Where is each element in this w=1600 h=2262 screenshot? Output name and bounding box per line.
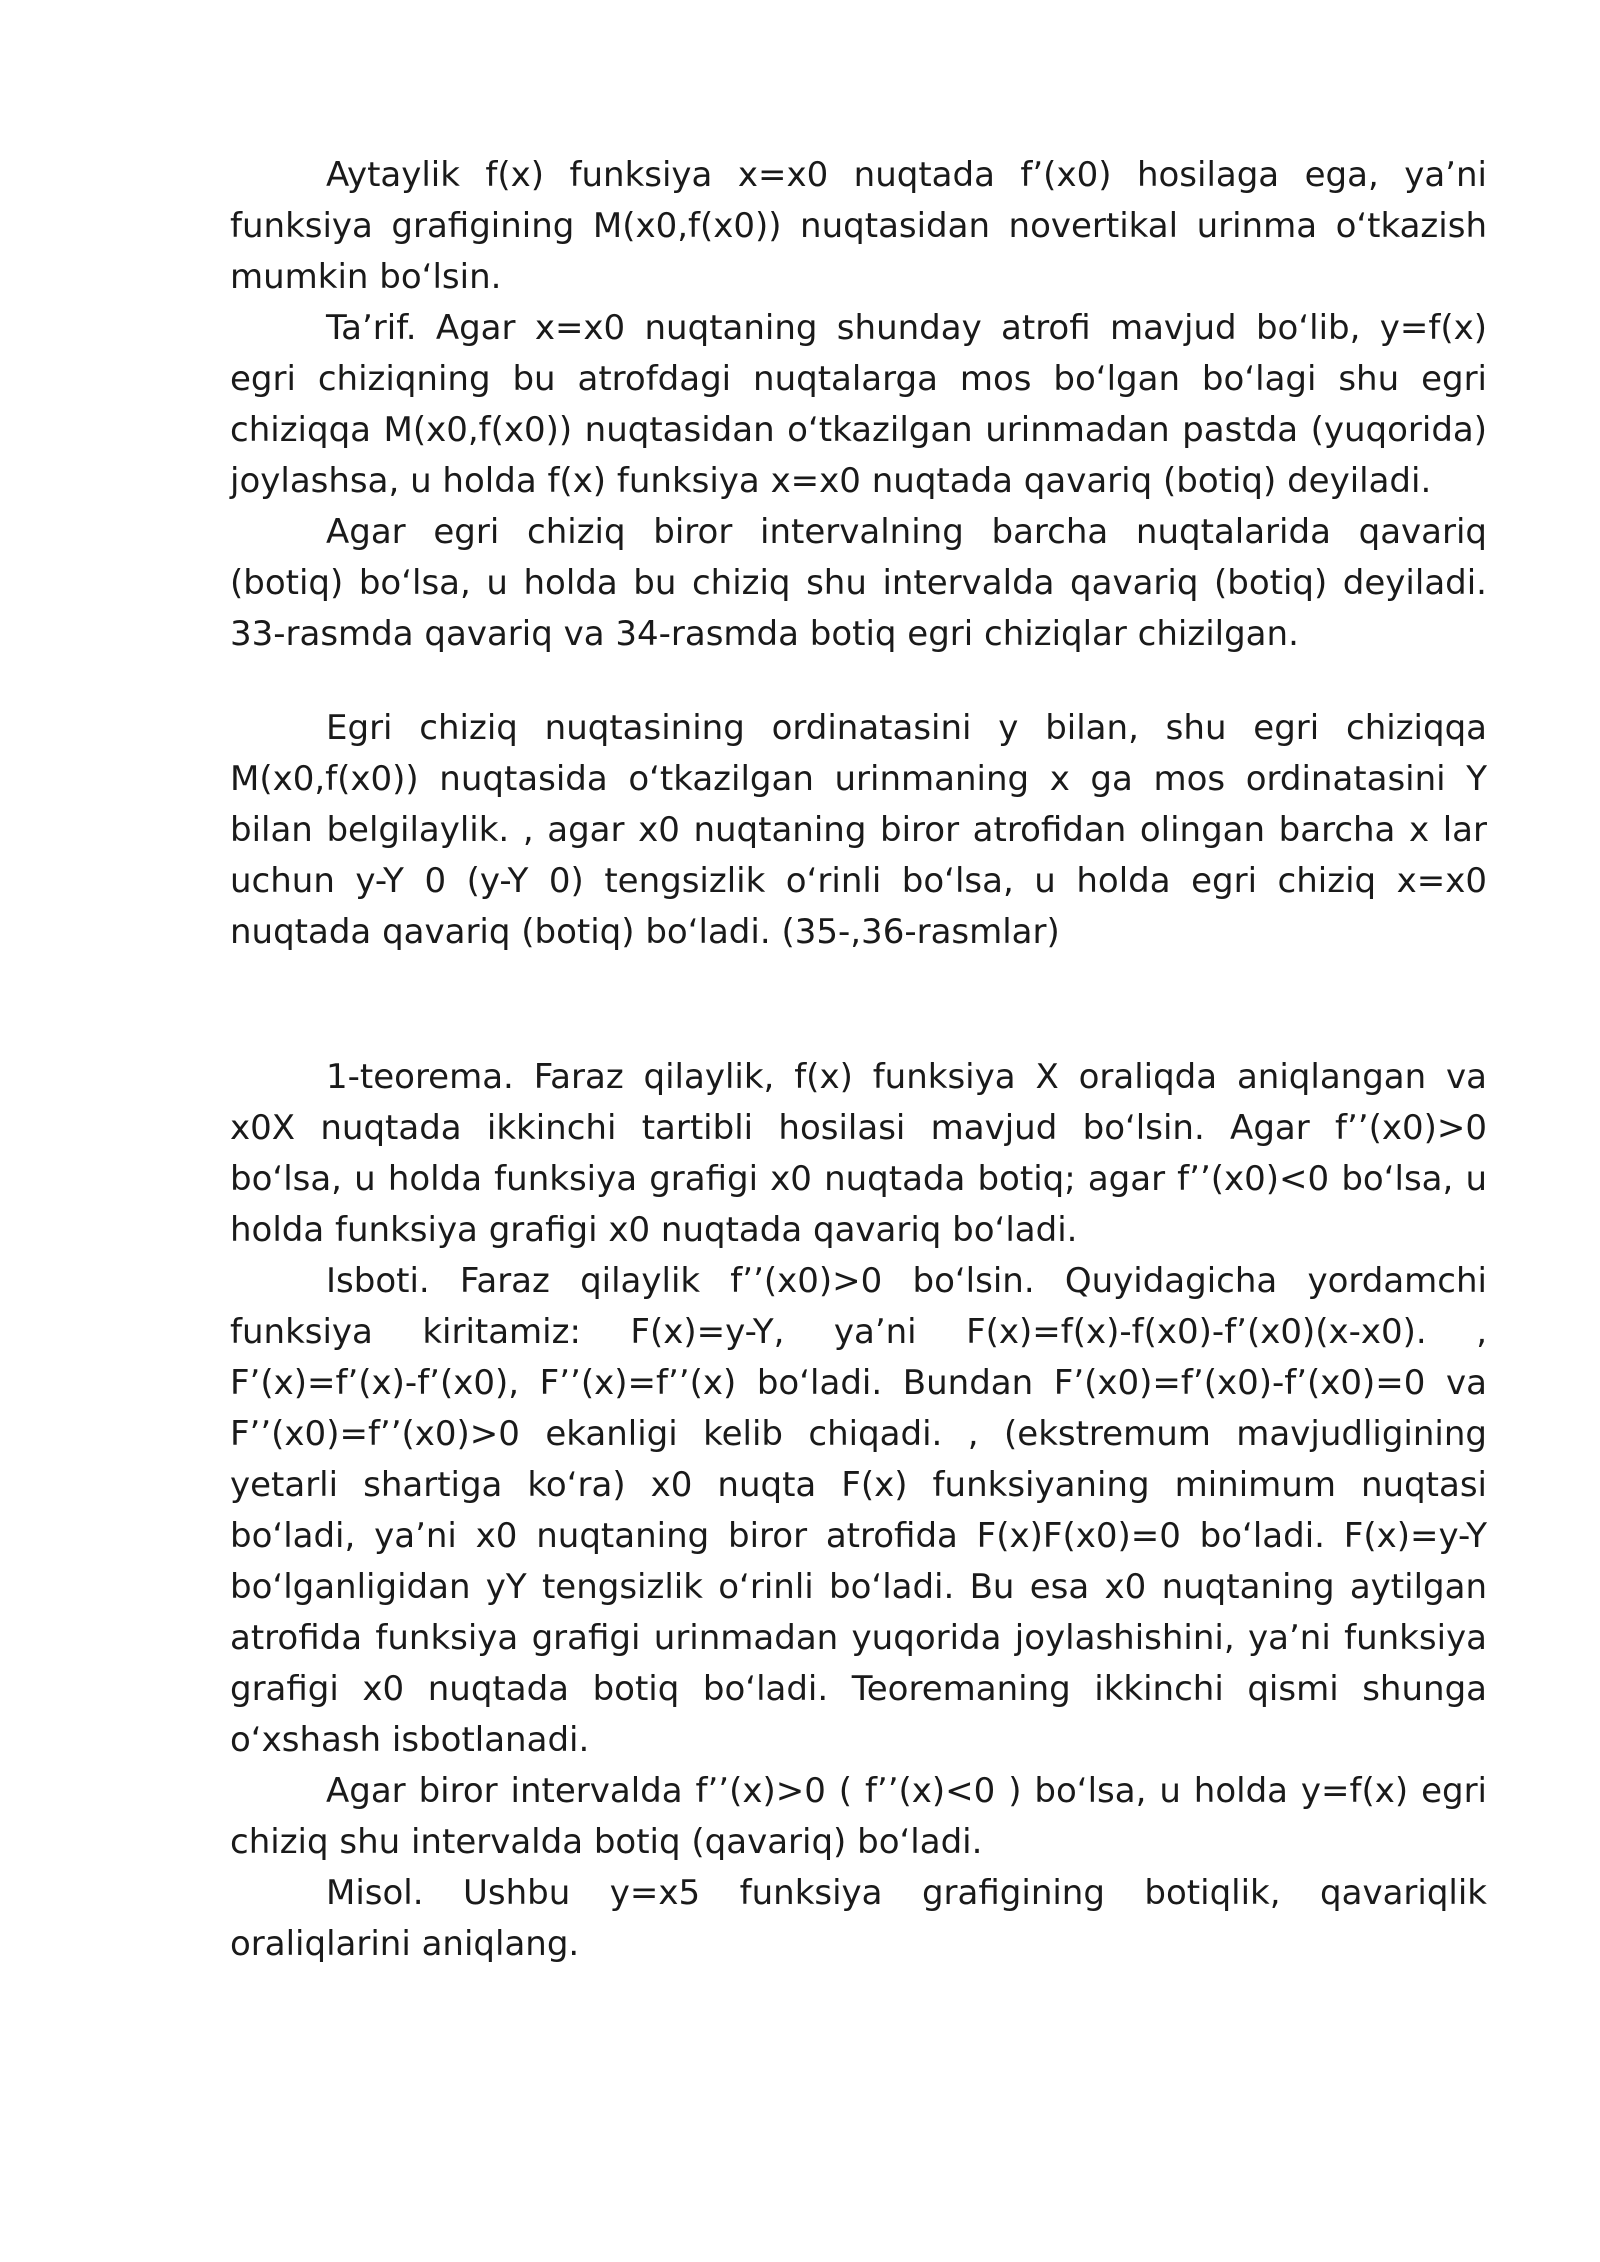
paragraph-theorem-1: 1-teorema. Faraz qilaylik, f(x) funksiya X oraliqda aniqlangan va x0X nuqtada ikkinchi tartibli hosilasi mavjud bo‘lsin. Agar f’’(x0)>0 bo‘lsa, u holda funksiya grafigi x0 nuqtada botiq; agar f’’(x0)<0 bo‘lsa, u holda funksiya grafigi x0 nuqtada qavariq bo‘ladi. xyxy=(230,1057,1487,1250)
paragraph-interval-convexity: Agar egri chiziq biror intervalning barcha nuqtalarida qavariq (botiq) bo‘lsa, u holda bu chiziq shu intervalda qavariq (botiq) deyiladi. 33-rasmda qavariq va 34-rasmda botiq egri chiziqlar chizilgan. xyxy=(230,512,1487,654)
paragraph-interval-rule: Agar biror intervalda f’’(x)>0 ( f’’(x)<0 ) bo‘lsa, u holda y=f(x) egri chiziq shu intervalda botiq (qavariq) bo‘ladi. xyxy=(230,1771,1487,1862)
paragraph-example: Misol. Ushbu y=x5 funksiya grafigining botiqlik, qavariqlik oraliqlarini aniqlang. xyxy=(230,1873,1487,1964)
paragraph-proof: Isboti. Faraz qilaylik f’’(x0)>0 bo‘lsin. Quyidagicha yordamchi funksiya kiritamiz: F(x)=y-Y, ya’ni F(x)=f(x)-f(x0)-f’(x0)(x-x0). , F’(x)=f’(x)-f’(x0), F’’(x)=f’’(x) bo‘ladi. Bundan F’(x0)=f’(x0)-f’(x0)=0 va F’’(x0)=f’’(x0)>0 ekanligi kelib chiqadi. , (ekstremum mavjudligining yetarli shartiga ko‘ra) x0 nuqta F(x) funksiyaning minimum nuqtasi bo‘ladi, ya’ni x0 nuqtaning biror atrofida F(x)F(x0)=0 bo‘ladi. F(x)=y-Y bo‘lganligidan yY tengsizlik o‘rinli bo‘ladi. Bu esa x0 nuqtaning aytilgan atrofida funksiya grafigi urinmadan yuqorida joylashishini, ya’ni funksiya grafigi x0 nuqtada botiq bo‘ladi. Teoremaning ikkinchi qismi shunga o‘xshash isbotlanadi. xyxy=(230,1261,1487,1760)
document-body xyxy=(230,150,1487,1970)
paragraph-ordinate-condition: Egri chiziq nuqtasining ordinatasini y bilan, shu egri chiziqqa M(x0,f(x0)) nuqtasida o‘tkazilgan urinmaning x ga mos ordinatasini Y bilan belgilaylik. , agar x0 nuqtaning biror atrofidan olingan barcha x lar uchun y-Y 0 (y-Y 0) tengsizlik o‘rinli bo‘lsa, u holda egri chiziq x=x0 nuqtada qavariq (botiq) bo‘ladi. (35-,36-rasmlar) xyxy=(230,708,1487,952)
paragraph-intro: Aytaylik f(x) funksiya x=x0 nuqtada f’(x0) hosilaga ega, ya’ni funksiya grafigining M(x0,f(x0)) nuqtasidan novertikal urinma o‘tkazish mumkin bo‘lsin. xyxy=(230,155,1487,297)
paragraph-definition: Ta’rif. Agar x=x0 nuqtaning shunday atrofi mavjud bo‘lib, y=f(x) egri chiziqning bu atrofdagi nuqtalarga mos bo‘lgan bo‘lagi shu egri chiziqqa M(x0,f(x0)) nuqtasidan o‘tkazilgan urinmadan pastda (yuqorida) joylashsa, u holda f(x) funksiya x=x0 nuqtada qavariq (botiq) deyiladi. xyxy=(230,308,1487,501)
